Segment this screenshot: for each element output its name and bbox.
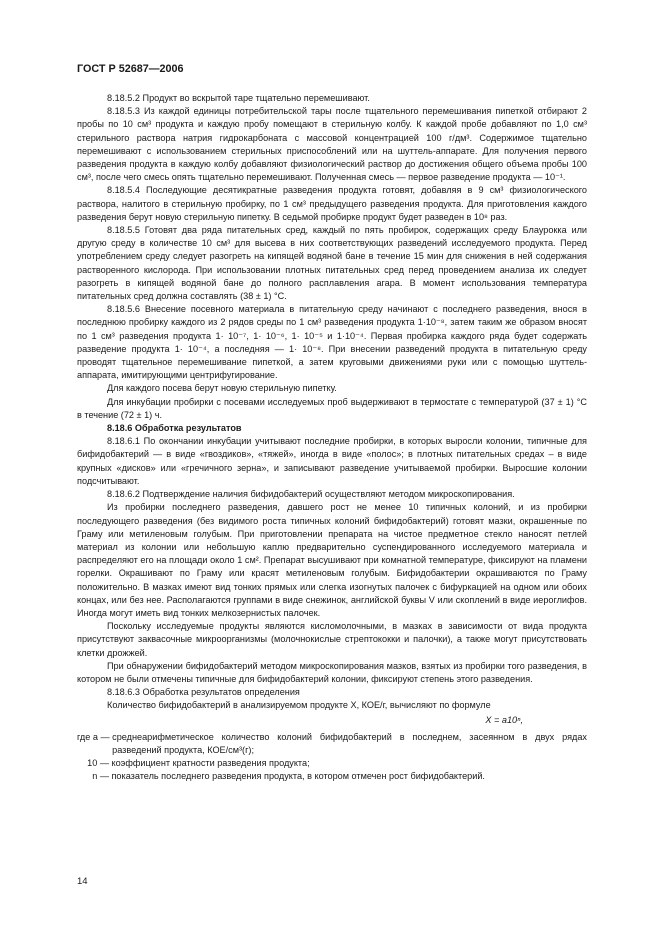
paragraph: Поскольку исследуемые продукты являются кисломолочными, в мазках в зависимости от вида продукта присутствуют заквасочные микроорганизмы (молочнокислые стрептококки и палочки), а также могут присутствовать клетки дрожжей. <box>77 621 587 658</box>
where-label: 10 — <box>77 758 112 769</box>
paragraph: 8.18.5.2 Продукт во вскрытой таре тщательно перемешивают. <box>107 93 370 103</box>
paragraph: Количество бифидобактерий в анализируемом продукте X, КОЕ/г, вычисляют по формуле <box>107 700 491 711</box>
page-header-title: ГОСТ Р 52687—2006 <box>77 63 184 75</box>
paragraph: 8.18.6.1 По окончании инкубации учитывают последние пробирки, в которых выросли колонии, типичные для бифидобактерий — в виде «гвоздиков», «тяжей», иногда в виде «полос»; в плотных питательных средах – в виде крупных «дисков» или «гречичного зерна», и записывают разведение учитываемой пробирки. Выросшие колонии подсчитывают. <box>77 436 587 486</box>
paragraph: Для инкубации пробирки с посевами исследуемых проб выдерживают в термостате с температурой (37 ± 1) °С в течение (72 ± 1) ч. <box>77 396 587 420</box>
paragraph: Для каждого посева берут новую стерильную пипетку. <box>107 383 337 394</box>
paragraph: 8.18.5.4 Последующие десятикратные разведения продукта готовят, добавляя в 9 см³ физиологического раствора, налитого в стерильную пробирку, по 1 см³ предыдущего разведения продукта. Для приготовления каждого разведения берут новую стерильную пипетку. В седьмой пробирке продукт будет разведен в 10⁸ раз. <box>77 185 587 222</box>
where-item <box>77 731 587 757</box>
where-text: коэффициент кратности разведения продукта; <box>111 758 310 769</box>
formula: X = a10ⁿ, <box>485 714 523 725</box>
where-label: где a — <box>77 731 113 742</box>
paragraph: 8.18.6.3 Обработка результатов определения <box>107 687 300 698</box>
paragraph: Из пробирки последнего разведения, давшего рост не менее 10 типичных колоний, и из пробирки последующего разведения (без видимого роста типичных колоний бифидобактерий) готовят мазки, окрашенные по Граму или метиленовым голубым. При приготовлении препарата на чистое предметное стекло наносят петлей материал из колонии или небольшую каплю предварительно суспендированного исследуемого материала и распределяют его на площади около 1 см². Препарат высушивают при комнатной температуре, фиксируют на пламени горелки. Окрашивают по Граму или красят метиленовым голубым. Бифидобактерии окрашиваются по Граму положительно. В мазках имеют вид тонких прямых или слегка изогнутых палочек с бифуркацией на одном или обоих концах, или без нее. Располагаются группами в виде снежинок, английской буквы V или скоплений в виде иероглифов. Иногда могут иметь вид тонких мелкозернистых палочек. <box>77 502 587 618</box>
paragraph: 8.18.5.3 Из каждой единицы потребительской тары после тщательного перемешивания пипеткой отбирают 2 пробы по 10 см³ продукта и каждую пробу помещают в стерильную колбу. К каждой пробе добавляют по 1,0 см³ стерильного раствора натрия гидрокарбоната с массовой концентрацией 100 г/дм³. Содержимое тщательно перемешивают с использованием стерильных приспособлений или на шуттель-аппарате. Для получения первого разведения продукта в каждую колбу добавляют физиологический раствор до достижения общего объема пробы 100 см³, после чего смесь опять тщательно перемешивают. Полученная смесь — первое разведение продукта — 10⁻¹. <box>77 106 587 183</box>
document-body <box>77 92 587 784</box>
where-label: n — <box>77 771 112 782</box>
where-item <box>77 770 587 783</box>
paragraph: 8.18.5.5 Готовят два ряда питательных сред, каждый по пять пробирок, содержащих среду Блаурокка или другую среду в количестве 10 см³ для высева в них соответствующих разведений исследуемого продукта. Перед употреблением среду следует разогреть на кипящей водяной бане в течение 15 мин для снижения в ней содержания растворенного кислорода. При использовании плотных питательных сред перед проведением анализа их следует разогреть в кипящей водяной бане до полного расплавления агара. В момент использования температура питательных сред должна составлять (38 ± 1) °С. <box>77 225 587 302</box>
where-item <box>77 757 587 770</box>
where-text: среднеарифметическое количество колоний бифидобактерий в последнем, засеянном в двух рядах разведений продукта, КОЕ/см³(г); <box>112 731 587 755</box>
where-text: показатель последнего разведения продукта, в котором отмечен рост бифидобактерий. <box>111 771 485 782</box>
paragraph: 8.18.6.2 Подтверждение наличия бифидобактерий осуществляют методом микроскопирования. <box>107 489 515 500</box>
paragraph: 8.18.5.6 Внесение посевного материала в питательную среду начинают с последнего разведения, внося в последнюю пробирку каждого из 2 рядов среды по 1 см³ разведения продукта 1·10⁻⁸, затем таким же образом вносят по 1 см³ разведения продукта 1· 10⁻⁷, 1· 10⁻⁶, 1· 10⁻⁵ и 1·10⁻⁴. Первая пробирка каждого ряда будет содержать разведение продукта 1· 10⁻⁴, а последняя — 1· 10⁻⁸. При внесении разведений продукта в питательную среду проводят тщательное перемешивание пипеткой, а затем круговыми движениями руки или с помощью шуттель-аппарата, имитирующими центрифугирование. <box>77 304 587 381</box>
section-heading: 8.18.6 Обработка результатов <box>107 423 242 434</box>
page-number: 14 <box>77 876 88 887</box>
paragraph: При обнаружении бифидобактерий методом микроскопирования мазков, взятых из пробирки того разведения, в котором не были отмечены типичные для бифидобактерий колонии, фиксируют степень этого разведения. <box>77 660 587 684</box>
